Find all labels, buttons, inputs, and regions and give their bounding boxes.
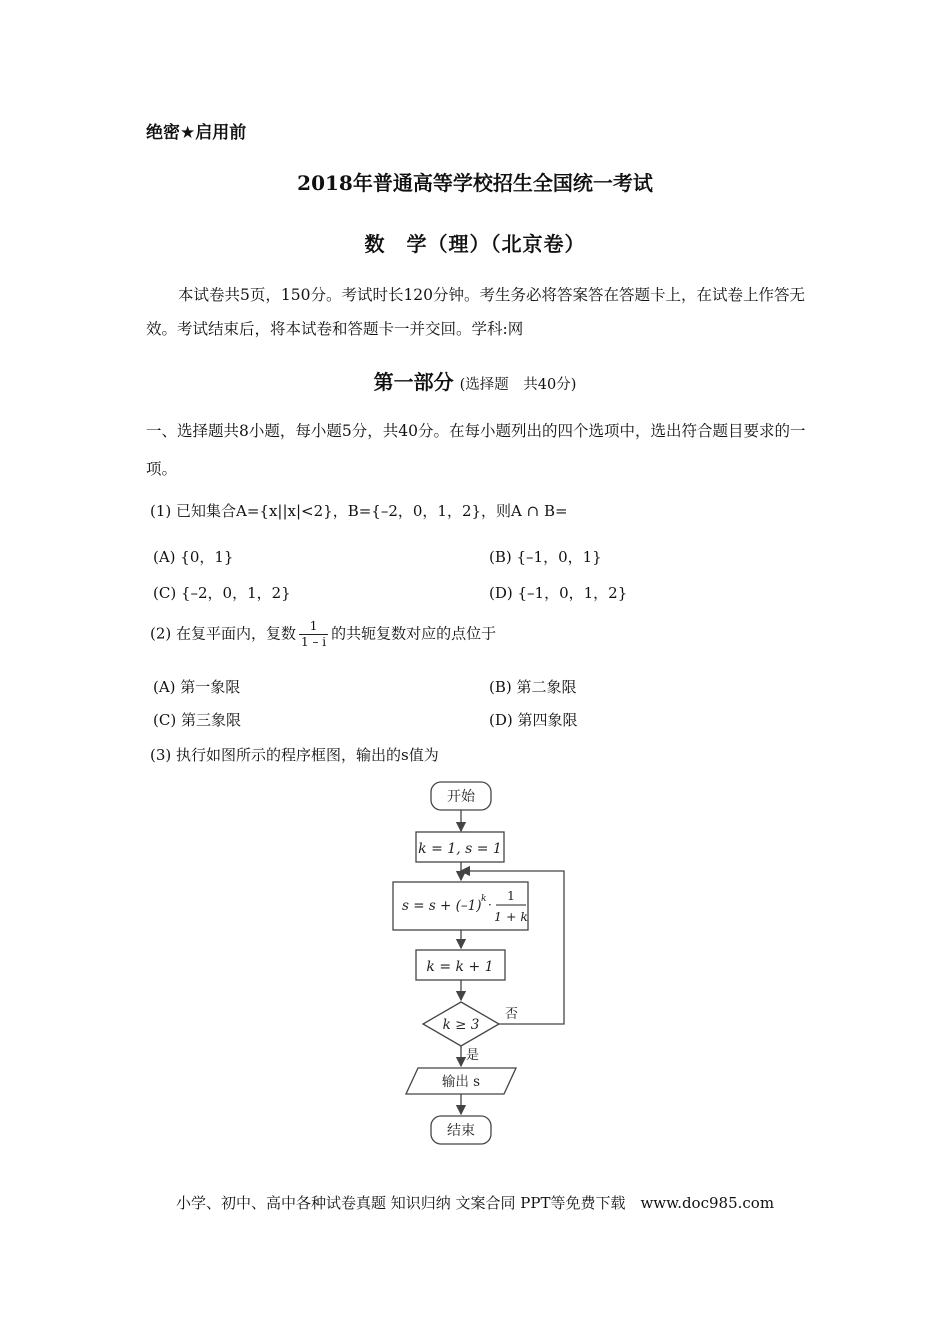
confidential-mark: 绝密★启用前 — [146, 123, 247, 143]
question-2-option-c[interactable]: (C) 第三象限 — [153, 711, 241, 729]
question-2-option-b[interactable]: (B) 第二象限 — [489, 678, 577, 696]
question-2-fraction — [299, 619, 328, 650]
page-footer: 小学、初中、高中各种试卷真题 知识归纳 文案合同 PPT等免费下载 www.doc985.com — [175, 1194, 775, 1212]
exam-intro: 本试卷共5页，150分。考试时长120分钟。考生务必将答案答在答题卡上，在试卷上作答无效。考试结束后，将本试卷和答题卡一并交回。学科:网 — [146, 286, 806, 338]
question-2-stem-after: 的共轭复数对应的点位于 — [331, 624, 497, 643]
part-title: 第一部分 — [373, 370, 454, 394]
flow-start-label: 开始 — [447, 789, 475, 805]
part-heading — [0, 366, 950, 395]
svg-text:·: · — [488, 898, 492, 912]
flow-update-s-prefix: s = s + (–1) — [402, 898, 482, 914]
question-1-stem: (1) 已知集合A={x||x|<2}，B={–2，0，1，2}，则A ∩ B= — [150, 502, 568, 520]
flow-update-s-frac-num: 1 — [507, 888, 515, 903]
fraction-numerator: 1 — [299, 619, 328, 635]
question-2-option-d[interactable]: (D) 第四象限 — [489, 711, 578, 729]
question-2-option-a[interactable]: (A) 第一象限 — [153, 678, 241, 696]
fraction-denominator: 1 – i — [301, 635, 327, 649]
flow-init-label: k = 1, s = 1 — [418, 841, 502, 857]
question-1-option-d[interactable]: (D) {–1，0，1，2} — [489, 584, 628, 602]
flow-update-s-exponent: k — [481, 894, 487, 904]
section-instructions: 一、选择题共8小题，每小题5分，共40分。在每小题列出的四个选项中，选出符合题目要求的一项。 — [146, 422, 806, 478]
question-2-stem-before: (2) 在复平面内，复数 — [150, 624, 297, 643]
question-1-option-a[interactable]: (A) {0，1} — [153, 548, 234, 566]
flow-update-s-frac-den: 1 + k — [494, 909, 528, 924]
question-1-option-b[interactable]: (B) {–1，0，1} — [489, 548, 602, 566]
flow-no-label: 否 — [505, 1007, 519, 1022]
flow-increment-label: k = k + 1 — [426, 959, 494, 975]
flow-output-label: 输出 s — [441, 1074, 481, 1090]
flow-condition-label: k ≥ 3 — [442, 1017, 480, 1033]
exam-title: 2018年普通高等学校招生全国统一考试 — [297, 171, 653, 195]
flow-end-label: 结束 — [447, 1123, 475, 1139]
subject-title: 数 学（理）（北京卷） — [364, 232, 586, 256]
question-2-stem — [150, 619, 496, 650]
part-subtitle: (选择题 共40分) — [459, 377, 577, 393]
question-3-stem: (3) 执行如图所示的程序框图，输出的s值为 — [150, 746, 439, 764]
question-1-option-c[interactable]: (C) {–2，0，1，2} — [153, 584, 291, 602]
flow-yes-label: 是 — [466, 1048, 480, 1063]
program-flowchart — [380, 776, 580, 1148]
